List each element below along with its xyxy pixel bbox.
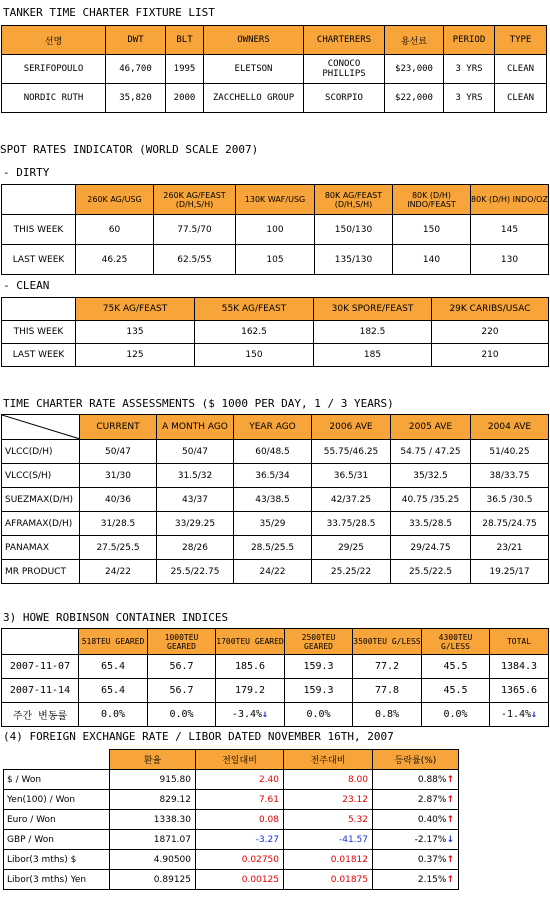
table-cell: 25.5/22.75 <box>157 560 234 584</box>
table-cell: 24/22 <box>80 560 157 584</box>
table-row <box>2 344 549 367</box>
table-cell: 31.5/32 <box>157 464 234 488</box>
table-cell: 36.5 /30.5 <box>471 488 549 512</box>
fixture-header: DWT <box>106 26 166 55</box>
fx-rate: 1871.07 <box>110 830 196 850</box>
table-cell: 40/36 <box>80 488 157 512</box>
howe-header: 4300TEU G/LESS <box>422 629 490 655</box>
fx-rate: 829.12 <box>110 790 196 810</box>
tc-table <box>1 414 549 584</box>
spot-title: SPOT RATES INDICATOR (WORLD SCALE 2007) <box>0 143 259 156</box>
table-cell: 210 <box>432 344 549 367</box>
fx-row <box>4 790 459 810</box>
fx-pct <box>373 770 459 790</box>
table-cell: 159.3 <box>285 655 353 679</box>
table-row <box>2 560 549 584</box>
table-row <box>2 512 549 536</box>
table-cell <box>490 703 549 727</box>
tc-header-row <box>2 415 549 440</box>
fx-title: (4) FOREIGN EXCHANGE RATE / LIBOR DATED NOVEMBER 16TH, 2007 <box>3 730 394 743</box>
table-cell: SERIFOPOULO <box>2 55 106 84</box>
table-cell: CLEAN <box>495 55 547 84</box>
table-row <box>2 215 549 245</box>
empty-cell <box>2 185 76 215</box>
table-cell: 56.7 <box>148 679 216 703</box>
fx-day-change: 0.00125 <box>196 870 284 890</box>
fx-label: $ / Won <box>4 770 110 790</box>
fx-rate: 1338.30 <box>110 810 196 830</box>
fx-pct <box>373 790 459 810</box>
table-cell: 159.3 <box>285 679 353 703</box>
fx-rate: 915.80 <box>110 770 196 790</box>
table-cell: 0.0% <box>148 703 216 727</box>
table-cell: 60/48.5 <box>234 440 312 464</box>
fixture-header: 선명 <box>2 26 106 55</box>
table-cell: 19.25/17 <box>471 560 549 584</box>
dirty-header: 260K AG/USG <box>76 185 154 215</box>
table-cell: 35/29 <box>234 512 312 536</box>
table-cell: 43/38.5 <box>234 488 312 512</box>
table-cell: 130 <box>471 245 549 275</box>
fx-header: 등락률(%) <box>373 750 459 770</box>
table-cell: 28.75/24.75 <box>471 512 549 536</box>
table-cell: 1995 <box>166 55 204 84</box>
table-cell: SCORPIO <box>304 84 385 113</box>
fx-row <box>4 870 459 890</box>
fixture-header: CHARTERERS <box>304 26 385 55</box>
table-cell: 43/37 <box>157 488 234 512</box>
clean-header: 75K AG/FEAST <box>76 298 195 321</box>
dirty-table <box>1 184 549 275</box>
clean-table <box>1 297 549 367</box>
table-cell: 65.4 <box>79 655 148 679</box>
dirty-header: 260K AG/FEAST (D/H,S/H) <box>154 185 236 215</box>
clean-label: - CLEAN <box>3 279 50 292</box>
fx-row <box>4 770 459 790</box>
table-cell: 33.5/28.5 <box>391 512 471 536</box>
fx-header: 전일대비 <box>196 750 284 770</box>
tc-header: A MONTH AGO <box>157 415 234 440</box>
table-cell: 50/47 <box>80 440 157 464</box>
table-cell: $23,000 <box>385 55 444 84</box>
table-cell: 60 <box>76 215 154 245</box>
table-cell: 24/22 <box>234 560 312 584</box>
table-cell: 25.25/22 <box>312 560 391 584</box>
table-row <box>2 488 549 512</box>
row-label: LAST WEEK <box>2 344 76 367</box>
up-arrow-icon: ↑ <box>446 774 454 785</box>
fx-row <box>4 810 459 830</box>
fixture-header: TYPE <box>495 26 547 55</box>
table-cell: 105 <box>236 245 315 275</box>
table-cell: CONOCO PHILLIPS <box>304 55 385 84</box>
table-cell: 36.5/31 <box>312 464 391 488</box>
fx-week-change: 0.01812 <box>284 850 373 870</box>
dirty-header: 80K (D/H) INDO/FEAST <box>393 185 471 215</box>
table-cell: 77.5/70 <box>154 215 236 245</box>
table-cell: 140 <box>393 245 471 275</box>
table-cell: 3 YRS <box>444 55 495 84</box>
pct-value: 2.15% <box>417 874 447 885</box>
table-cell: 28.5/25.5 <box>234 536 312 560</box>
fx-header: 전주대비 <box>284 750 373 770</box>
table-cell: 42/37.25 <box>312 488 391 512</box>
table-row <box>2 464 549 488</box>
table-row <box>2 536 549 560</box>
pct-value: 2.87% <box>417 794 447 805</box>
table-cell: 220 <box>432 321 549 344</box>
row-label: THIS WEEK <box>2 215 76 245</box>
table-cell: 36.5/34 <box>234 464 312 488</box>
table-cell: 100 <box>236 215 315 245</box>
table-row <box>2 55 547 84</box>
pct-value: -2.17% <box>414 834 447 845</box>
table-cell: 0.0% <box>285 703 353 727</box>
pct-value: 0.37% <box>417 854 447 865</box>
howe-header: 518TEU GEARED <box>79 629 148 655</box>
fixture-table <box>1 25 547 113</box>
table-cell: 27.5/25.5 <box>80 536 157 560</box>
pct-value: 0.40% <box>417 814 447 825</box>
up-arrow-icon: ↑ <box>446 854 454 865</box>
fx-row <box>4 850 459 870</box>
howe-header: 1000TEU GEARED <box>148 629 216 655</box>
row-label: 주간 변동률 <box>2 703 79 727</box>
tc-header: YEAR AGO <box>234 415 312 440</box>
table-cell: 125 <box>76 344 195 367</box>
table-cell: 29/25 <box>312 536 391 560</box>
table-cell: 40.75 /35.25 <box>391 488 471 512</box>
howe-header: 1700TEU GEARED <box>216 629 285 655</box>
diagonal-line <box>2 415 80 439</box>
tc-header: CURRENT <box>80 415 157 440</box>
table-cell: 0.0% <box>422 703 490 727</box>
table-cell: 135 <box>76 321 195 344</box>
table-cell: 25.5/22.5 <box>391 560 471 584</box>
tc-title: TIME CHARTER RATE ASSESSMENTS ($ 1000 PER DAY, 1 / 3 YEARS) <box>3 397 394 410</box>
table-row <box>2 679 549 703</box>
change-value: -1.4% <box>500 709 532 720</box>
howe-header: TOTAL <box>490 629 549 655</box>
fx-week-change: 23.12 <box>284 790 373 810</box>
dirty-header: 80K AG/FEAST (D/H,S/H) <box>315 185 393 215</box>
clean-header: 55K AG/FEAST <box>195 298 314 321</box>
fx-label: GBP / Won <box>4 830 110 850</box>
row-label: SUEZMAX(D/H) <box>2 488 80 512</box>
pct-value: 0.88% <box>417 774 447 785</box>
howe-title: 3) HOWE ROBINSON CONTAINER INDICES <box>3 611 229 624</box>
fixture-header: OWNERS <box>204 26 304 55</box>
fx-day-change: 0.02750 <box>196 850 284 870</box>
fixture-title: TANKER TIME CHARTER FIXTURE LIST <box>3 6 215 19</box>
fx-week-change: 8.00 <box>284 770 373 790</box>
fx-label: Yen(100) / Won <box>4 790 110 810</box>
dirty-header-row <box>2 185 549 215</box>
fixture-header-row <box>2 26 547 55</box>
table-cell: 145 <box>471 215 549 245</box>
table-cell: 33/29.25 <box>157 512 234 536</box>
table-cell: 29/24.75 <box>391 536 471 560</box>
howe-header: 3500TEU G/LESS <box>353 629 422 655</box>
table-cell: 179.2 <box>216 679 285 703</box>
table-cell: CLEAN <box>495 84 547 113</box>
down-arrow-icon: ↓ <box>446 834 454 845</box>
table-cell: 77.2 <box>353 655 422 679</box>
fx-rate: 0.89125 <box>110 870 196 890</box>
table-cell: 0.8% <box>353 703 422 727</box>
empty-cell <box>2 629 79 655</box>
table-cell: NORDIC RUTH <box>2 84 106 113</box>
row-label: VLCC(D/H) <box>2 440 80 464</box>
table-cell: 182.5 <box>314 321 432 344</box>
row-label: AFRAMAX(D/H) <box>2 512 80 536</box>
up-arrow-icon: ↑ <box>446 814 454 825</box>
fx-week-change: 0.01875 <box>284 870 373 890</box>
tc-header: 2004 AVE <box>471 415 549 440</box>
howe-table <box>1 628 549 727</box>
table-cell: 2000 <box>166 84 204 113</box>
table-cell: 65.4 <box>79 679 148 703</box>
table-row <box>2 655 549 679</box>
table-cell: 46.25 <box>76 245 154 275</box>
fx-label: Libor(3 mths) $ <box>4 850 110 870</box>
table-cell: 77.8 <box>353 679 422 703</box>
table-cell: 0.0% <box>79 703 148 727</box>
row-label: MR PRODUCT <box>2 560 80 584</box>
fx-week-change: -41.57 <box>284 830 373 850</box>
table-row <box>2 440 549 464</box>
fx-pct <box>373 810 459 830</box>
clean-header-row <box>2 298 549 321</box>
table-row <box>2 245 549 275</box>
table-cell: 38/33.75 <box>471 464 549 488</box>
table-cell: 31/28.5 <box>80 512 157 536</box>
table-cell: 54.75 / 47.25 <box>391 440 471 464</box>
up-arrow-icon: ↑ <box>446 874 454 885</box>
fx-day-change: 0.08 <box>196 810 284 830</box>
change-value: -3.4% <box>231 709 263 720</box>
table-cell: 185 <box>314 344 432 367</box>
table-cell: 56.7 <box>148 655 216 679</box>
table-cell: 185.6 <box>216 655 285 679</box>
row-label: 2007-11-14 <box>2 679 79 703</box>
table-cell: 45.5 <box>422 679 490 703</box>
table-cell: ELETSON <box>204 55 304 84</box>
fx-pct <box>373 830 459 850</box>
howe-header: 2500TEU GEARED <box>285 629 353 655</box>
table-cell: ZACCHELLO GROUP <box>204 84 304 113</box>
fx-day-change: 2.40 <box>196 770 284 790</box>
table-cell: 150/130 <box>315 215 393 245</box>
row-label: PANAMAX <box>2 536 80 560</box>
clean-header: 30K SPORE/FEAST <box>314 298 432 321</box>
table-cell <box>216 703 285 727</box>
howe-header-row <box>2 629 549 655</box>
fx-pct <box>373 870 459 890</box>
table-cell: 150 <box>195 344 314 367</box>
empty-cell <box>4 750 110 770</box>
table-cell: 28/26 <box>157 536 234 560</box>
table-cell: 33.75/28.5 <box>312 512 391 536</box>
table-cell: 1365.6 <box>490 679 549 703</box>
tc-header: 2006 AVE <box>312 415 391 440</box>
table-cell: 35/32.5 <box>391 464 471 488</box>
fx-day-change: 7.61 <box>196 790 284 810</box>
diagonal-corner-cell <box>2 415 80 440</box>
clean-header: 29K CARIBS/USAC <box>432 298 549 321</box>
table-cell: 23/21 <box>471 536 549 560</box>
table-cell: 3 YRS <box>444 84 495 113</box>
table-cell: 135/130 <box>315 245 393 275</box>
fx-label: Euro / Won <box>4 810 110 830</box>
table-cell: 150 <box>393 215 471 245</box>
table-cell: 51/40.25 <box>471 440 549 464</box>
row-label: LAST WEEK <box>2 245 76 275</box>
table-cell: 35,820 <box>106 84 166 113</box>
table-cell: $22,000 <box>385 84 444 113</box>
fx-pct <box>373 850 459 870</box>
dirty-header: 130K WAF/USG <box>236 185 315 215</box>
tc-header: 2005 AVE <box>391 415 471 440</box>
table-cell: 55.75/46.25 <box>312 440 391 464</box>
fixture-header: 용선료 <box>385 26 444 55</box>
table-cell: 1384.3 <box>490 655 549 679</box>
table-cell: 62.5/55 <box>154 245 236 275</box>
fixture-header: BLT <box>166 26 204 55</box>
fx-day-change: -3.27 <box>196 830 284 850</box>
dirty-label: - DIRTY <box>3 166 50 179</box>
table-cell: 50/47 <box>157 440 234 464</box>
table-cell: 46,700 <box>106 55 166 84</box>
up-arrow-icon: ↑ <box>446 794 454 805</box>
fx-table <box>3 749 459 890</box>
down-arrow-icon: ↓ <box>531 709 538 720</box>
fx-header: 환율 <box>110 750 196 770</box>
table-cell: 31/30 <box>80 464 157 488</box>
empty-cell <box>2 298 76 321</box>
row-label: THIS WEEK <box>2 321 76 344</box>
fx-week-change: 5.32 <box>284 810 373 830</box>
row-label: 2007-11-07 <box>2 655 79 679</box>
fx-label: Libor(3 mths) Yen <box>4 870 110 890</box>
table-row <box>2 84 547 113</box>
dirty-header: 80K (D/H) INDO/OZ <box>471 185 549 215</box>
fx-rate: 4.90500 <box>110 850 196 870</box>
fx-row <box>4 830 459 850</box>
fx-header-row <box>4 750 459 770</box>
table-cell: 162.5 <box>195 321 314 344</box>
fixture-header: PERIOD <box>444 26 495 55</box>
table-cell: 45.5 <box>422 655 490 679</box>
row-label: VLCC(S/H) <box>2 464 80 488</box>
table-row <box>2 321 549 344</box>
table-row <box>2 703 549 727</box>
down-arrow-icon: ↓ <box>262 709 269 720</box>
